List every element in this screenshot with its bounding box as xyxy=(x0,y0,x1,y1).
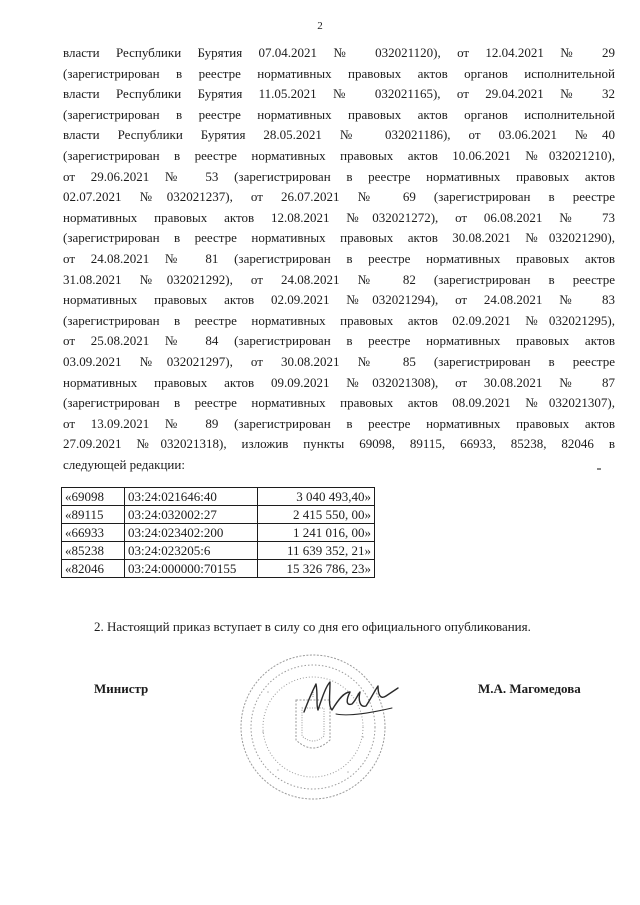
body-paragraph xyxy=(63,43,615,475)
table-row xyxy=(62,542,375,560)
paragraph-line: 27.09.2021 №032021318), изложив пункты 69098, 89115, 66933, 85238, 82046 в xyxy=(63,436,615,452)
paragraph-line: (зарегистрирован в реестре нормативных правовых актов 10.06.2021 №032021210), xyxy=(63,147,615,163)
item-number-cell: «82046 xyxy=(62,560,125,578)
paragraph-line: 03.09.2021 №032021297), от 30.08.2021 № 85 (зарегистрирован в реестре xyxy=(63,353,615,369)
cadastral-value-cell: 15 326 786, 23» xyxy=(258,560,375,578)
cadastral-number-cell: 03:24:000000:70155 xyxy=(125,560,258,578)
cadastral-values-table xyxy=(61,487,375,578)
clause-2: 2. Настоящий приказ вступает в силу со дня его официального опубликования. xyxy=(94,619,531,634)
paragraph-line: 02.07.2021 №032021237), от 26.07.2021 № 69 (зарегистрирован в реестре xyxy=(63,189,615,205)
paragraph-line: (зарегистрирован в реестре нормативных правовых актов органов исполнительной xyxy=(63,106,615,122)
page-number: 2 xyxy=(317,20,323,32)
item-number-cell: «66933 xyxy=(62,524,125,542)
paragraph-line: от 29.06.2021 № 53 (зарегистрирован в реестре нормативных правовых актов xyxy=(63,168,615,184)
cadastral-value-cell: 2 415 550, 00» xyxy=(258,506,375,524)
paragraph-line: от 13.09.2021 № 89 (зарегистрирован в реестре нормативных правовых актов xyxy=(63,415,615,431)
table-row xyxy=(62,488,375,506)
table-row xyxy=(62,560,375,578)
item-number-cell: «89115 xyxy=(62,506,125,524)
paragraph-line: нормативных правовых актов 12.08.2021 №032021272), от 06.08.2021 № 73 xyxy=(63,209,615,225)
paragraph-line: нормативных правовых актов 02.09.2021 №032021294), от 24.08.2021 № 83 xyxy=(63,292,615,308)
cadastral-value-cell: 1 241 016, 00» xyxy=(258,524,375,542)
paragraph-line: (зарегистрирован в реестре нормативных правовых актов 30.08.2021 №032021290), xyxy=(63,230,615,246)
cadastral-number-cell: 03:24:023402:200 xyxy=(125,524,258,542)
cadastral-number-cell: 03:24:021646:40 xyxy=(125,488,258,506)
paragraph-line: от 25.08.2021 № 84 (зарегистрирован в реестре нормативных правовых актов xyxy=(63,333,615,349)
cadastral-number-cell: 03:24:032002:27 xyxy=(125,506,258,524)
cadastral-number-cell: 03:24:023205:6 xyxy=(125,542,258,560)
paragraph-line: (зарегистрирован в реестре нормативных правовых актов 08.09.2021 №032021307), xyxy=(63,395,615,411)
paragraph-line: 31.08.2021 №032021292), от 24.08.2021 № 82 (зарегистрирован в реестре xyxy=(63,271,615,287)
paragraph-line: нормативных правовых актов 09.09.2021 №032021308), от 30.08.2021 № 87 xyxy=(63,374,615,390)
table-row xyxy=(62,524,375,542)
paragraph-line: (зарегистрирован в реестре нормативных правовых актов органов исполнительной xyxy=(63,65,615,81)
item-number-cell: «85238 xyxy=(62,542,125,560)
item-number-cell: «69098 xyxy=(62,488,125,506)
paragraph-line: власти Республики Бурятия 28.05.2021 № 032021186), от 03.06.2021 №40 xyxy=(63,127,615,143)
signer-title: Министр xyxy=(94,681,149,696)
cadastral-value-cell: 11 639 352, 21» xyxy=(258,542,375,560)
handwritten-signature xyxy=(296,674,406,720)
paragraph-line: власти Республики Бурятия 07.04.2021 № 032021120), от 12.04.2021 № 29 xyxy=(63,45,615,60)
paragraph-line: (зарегистрирован в реестре нормативных правовых актов 02.09.2021 №032021295), xyxy=(63,312,615,328)
paragraph-line: следующей редакции: xyxy=(63,456,185,472)
paragraph-line: власти Республики Бурятия 11.05.2021 № 032021165), от 29.04.2021 № 32 xyxy=(63,86,615,102)
signer-name: М.А. Магомедова xyxy=(478,681,581,696)
scan-speck xyxy=(597,468,601,470)
cadastral-value-cell: 3 040 493,40» xyxy=(258,488,375,506)
table-row xyxy=(62,506,375,524)
paragraph-line: от 24.08.2021 № 81 (зарегистрирован в реестре нормативных правовых актов xyxy=(63,250,615,266)
